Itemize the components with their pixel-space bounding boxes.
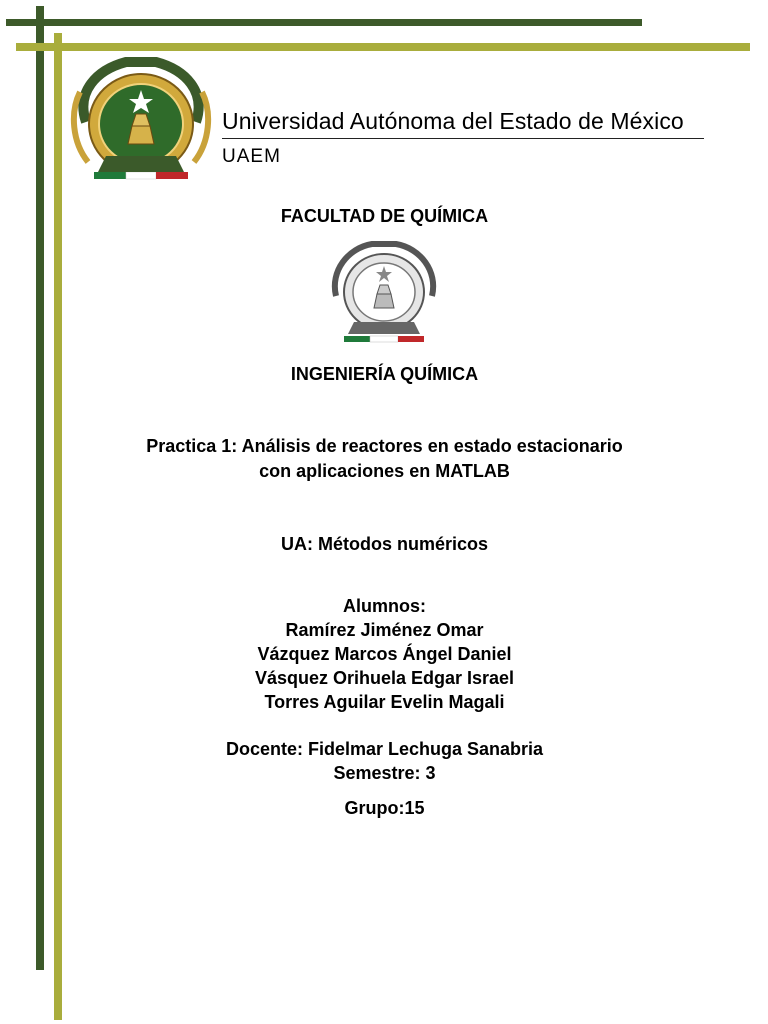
top-olive-bar	[16, 43, 750, 51]
left-dark-green-bar	[36, 6, 44, 970]
student-name: Vázquez Marcos Ángel Daniel	[257, 644, 512, 664]
student-name: Ramírez Jiménez Omar	[285, 620, 484, 640]
career-title: INGENIERÍA QUÍMICA	[290, 364, 479, 384]
university-name: Universidad Autónoma del Estado de México	[222, 108, 684, 134]
top-dark-green-bar	[6, 19, 642, 26]
university-abbreviation: UAEM	[222, 146, 281, 167]
group: Grupo:15	[344, 798, 425, 818]
header-rule	[222, 138, 704, 139]
student-name: Vásquez Orihuela Edgar Israel	[254, 668, 515, 688]
practice-title-line-2: con aplicaciones en MATLAB	[259, 461, 510, 481]
practice-title-line-1: Practica 1: Análisis de reactores en estado estacionario	[146, 436, 623, 456]
semester: Semestre: 3	[333, 763, 436, 783]
teacher-block	[62, 737, 707, 785]
left-olive-bar	[54, 33, 62, 1020]
student-name: Torres Aguilar Evelin Magali	[264, 692, 505, 712]
course-name: UA: Métodos numéricos	[280, 534, 489, 554]
students-label: Alumnos:	[343, 596, 426, 616]
uaem-color-seal-icon	[66, 52, 216, 196]
uaem-grayscale-seal-icon	[322, 236, 446, 352]
teacher-name: Docente: Fidelmar Lechuga Sanabria	[225, 739, 544, 759]
students-block	[62, 594, 707, 714]
practice-title	[62, 434, 707, 484]
faculty-title: FACULTAD DE QUÍMICA	[280, 206, 489, 226]
